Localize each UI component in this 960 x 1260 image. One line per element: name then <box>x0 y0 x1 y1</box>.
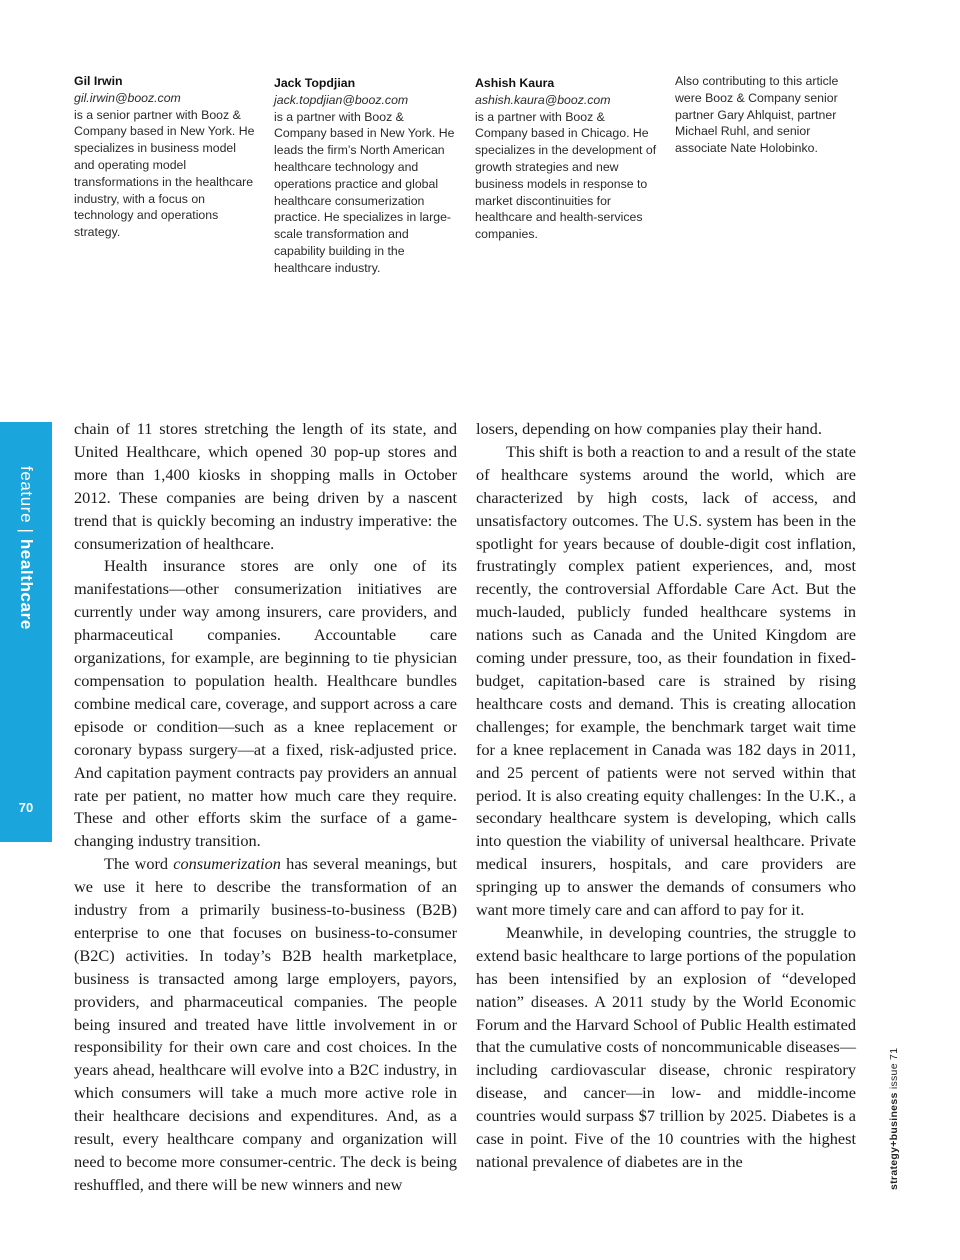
author-description: is a partner with Booz & Company based in New York. He leads the firm’s North American healthcare technology and operations practice and global healthcare consumerization practice. He specializes in large-scale transformation and capability building in the healthcare industry. <box>274 109 455 275</box>
body-column-right <box>476 418 856 1174</box>
body-column-left <box>74 418 457 1197</box>
paragraph: chain of 11 stores stretching the length of its state, and United Healthcare, which opened 30 pop-up stores and more than 1,400 kiosks in shopping malls in October 2012. These companies are being driven by a nascent trend that is quickly becoming an industry imperative: the consumerization of healthcare. <box>74 419 457 553</box>
author-email[interactable]: gil.irwin@booz.com <box>74 90 181 105</box>
paragraph <box>74 853 457 1197</box>
author-name: Jack Topdjian <box>274 76 356 90</box>
section-separator: | <box>17 528 36 534</box>
section-topic: healthcare <box>17 538 36 630</box>
emphasized-term: consumerization <box>173 854 281 874</box>
publication-name: strategy+business <box>888 1092 900 1190</box>
author-email[interactable]: jack.topdjian@booz.com <box>274 92 409 107</box>
author-email[interactable]: ashish.kaura@booz.com <box>475 92 611 107</box>
author-description: is a senior partner with Booz & Company based in New York. He specializes in business model and operating model transformations in the healthcare industry, with a focus on technology and operations strategy. <box>74 107 255 240</box>
author-description: is a partner with Booz & Company based in Chicago. He specializes in the development of growth strategies and new business models in response to market discontinuities for healthcare and health-services companies. <box>475 109 657 242</box>
paragraph-text: has several meanings, but we use it here to describe the transformation of an industry from a primarily business-to-business (B2B) enterprise to one that focuses on business-to-consumer (B2C) activities. In today’s B2B health marketplace, business is transacted among large employers, payors, providers, and pharmaceutical companies. The people being insured and treated have little involvement in or responsibility for their own care and cost choices. In the years ahead, healthcare will evolve into a B2C industry, in which consumers will take a much more active role in their healthcare decisions and expenditures. And, as a result, every healthcare company and organization will need to become more consumer-centric. The deck is being reshuffled, and there will be new winners and new <box>74 854 457 1194</box>
paragraph: losers, depending on how companies play their hand. <box>476 419 822 438</box>
paragraph: Health insurance stores are only one of its manifestations—other consumerization initiatives are currently under way among insurers, care providers, and pharmaceutical companies. Accountable care organizations, for example, are beginning to tie physician compensation to population health. Healthcare bundles combine medical care, coverage, and support across a care episode or condition—such as a knee replacement or coronary bypass surgery—at a fixed, risk-adjusted price. And capitation payment contracts pay providers an annual rate per patient, no matter how much care they require. These and other efforts skim the surface of a game-changing industry transition. <box>74 556 457 851</box>
contributors-note: Also contributing to this article were Booz & Company senior partner Gary Ahlquist, partner Michael Ruhl, and senior associate Nate Holobinko. <box>675 74 839 156</box>
paragraph: Meanwhile, in developing countries, the struggle to extend basic healthcare to large portions of the population has been intensified by an explosion of “developed nation” diseases. A 2011 study by the World Economic Forum and the Harvard School of Public Health estimated that the cumulative costs of noncommunicable diseases—including cardiovascular disease, chronic respiratory disease, and cancer—in low- and middle-income countries would surpass $7 trillion by 2025. Diabetes is a case in point. Five of the 10 countries with the highest national prevalence of diabetes are in the <box>476 922 856 1171</box>
author-name: Ashish Kaura <box>475 76 555 90</box>
author-name: Gil Irwin <box>74 74 123 88</box>
section-name: feature <box>17 466 36 524</box>
paragraph: This shift is both a reaction to and a result of the state of healthcare systems around the world, which are characterized by high costs, lack of access, and unsatisfactory outcomes. The U.S. system has been in the spotlight for years because of double-digit cost inflation, frustratingly complex patient experiences, and, most recently, the controversial Affordable Care Act. But the much-lauded, publicly funded healthcare systems in nations such as Canada and the United Kingdom are coming under pressure, too, as their foundation in fixed-budget, capitation-based care is strained by rising healthcare costs and demand. This is creating allocation challenges; for example, the benchmark target wait time for a knee replacement in Canada was 182 days in 2011, and 25 percent of patients were not served within that period. It is also creating equity challenges: In the U.K., a secondary healthcare system is developing, which calls into question the viability of universal healthcare. Private medical insurers, hospitals, and care providers are springing up to answer the demands of consumers who want more timely care and can afford to pay for it. <box>476 441 856 920</box>
paragraph-text: The word <box>104 854 174 874</box>
section-label <box>10 466 42 636</box>
page-number: 70 <box>18 800 34 815</box>
author-bio-jack-topdjian <box>274 75 456 277</box>
running-footer <box>888 1048 900 1190</box>
author-bio-gil-irwin <box>74 73 256 241</box>
author-bio-ashish-kaura <box>475 75 657 243</box>
issue-number: issue 71 <box>888 1047 900 1090</box>
author-bios <box>74 73 874 283</box>
